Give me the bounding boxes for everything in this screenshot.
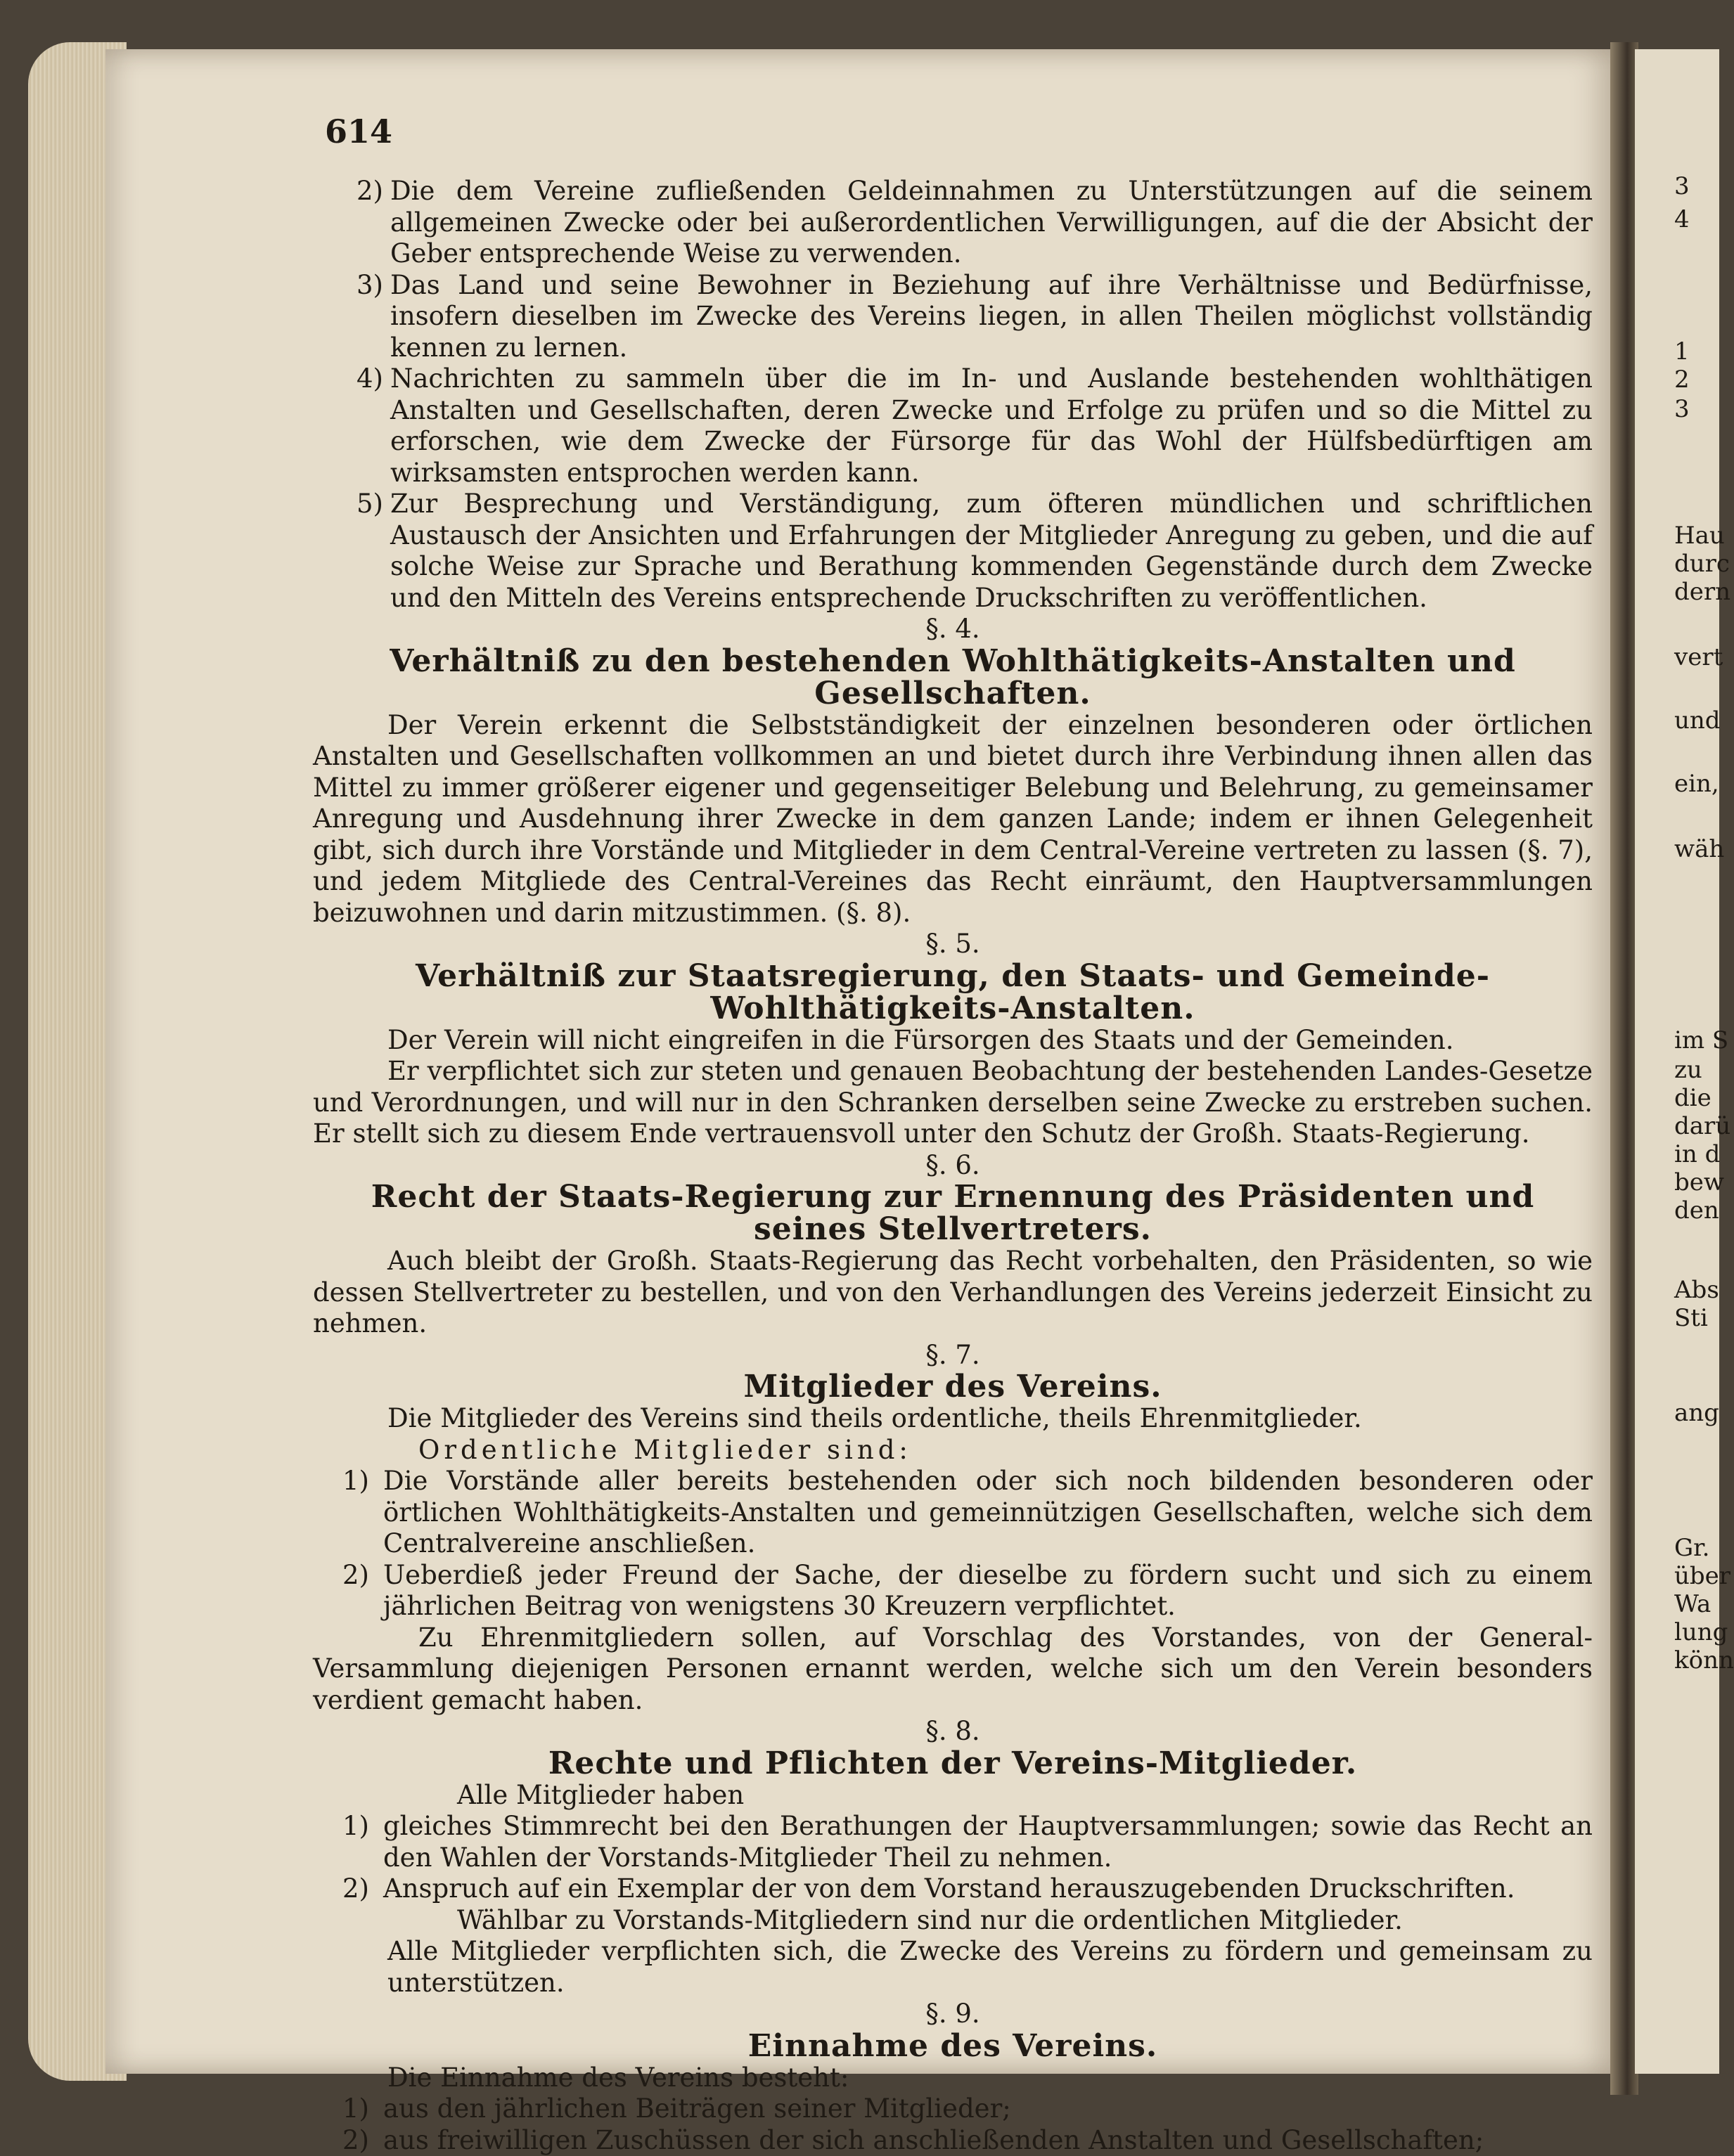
section-heading: Recht der Staats-Regierung zur Ernennung des Präsidenten und seines Stellvertreters. (313, 1181, 1593, 1246)
np-fragment: ang (1674, 1399, 1719, 1427)
list-item (313, 1466, 1593, 1560)
np-fragment: die (1674, 1084, 1711, 1112)
item-number: 1) (342, 1811, 369, 1842)
list-item (313, 270, 1593, 364)
np-fragment: 4 (1674, 205, 1690, 233)
np-fragment: Sti (1674, 1304, 1708, 1332)
item-number: 2) (342, 1560, 369, 1592)
np-fragment: 2 (1674, 366, 1690, 394)
item-number: 2) (357, 176, 383, 207)
item-text: Ueberdieß jeder Freund der Sache, der dieselbe zu fördern sucht und sich zu einem jährlichen Beitrag von wenigstens 30 Kreuzern verpflichtet. (383, 1560, 1593, 1622)
np-fragment: zu (1674, 1056, 1702, 1084)
paragraph: Zu Ehrenmitgliedern sollen, auf Vorschlag des Vorstandes, von der General-Versammlung diejenigen Personen ernannt werden, welche sich um den Verein besonders verdient gemacht haben. (313, 1622, 1593, 1717)
paragraph: Auch bleibt der Großh. Staats-Regierung das Recht vorbehalten, den Präsidenten, so wie dessen Stellvertreter zu bestellen, und von den Verhandlungen des Vereins jederzeit Einsicht zu nehmen. (313, 1246, 1593, 1340)
np-fragment: Wa (1674, 1590, 1711, 1618)
subheading: Ordentliche Mitglieder sind: (313, 1435, 1593, 1466)
item-text: Nachrichten zu sammeln über die im In- und Auslande bestehenden wohlthätigen Anstalten und Gesellschaften, deren Zwecke und Erfolge zu prüfen und so die Mittel zu erforschen, wie dem Zwecke der Fürsorge für das Wohl der Hülfsbedürftigen am wirksamsten entsprochen werden kann. (390, 363, 1593, 488)
item-number: 2) (342, 1873, 369, 1905)
np-fragment: den (1674, 1196, 1719, 1225)
np-fragment: wäh (1674, 835, 1724, 863)
list-item (313, 2093, 1593, 2125)
list-item (313, 363, 1593, 489)
next-page-edge (1635, 49, 1719, 2074)
item-text: Das Land und seine Bewohner in Beziehung auf ihre Verhältnisse und Bedürfnisse, insofern dieselben im Zwecke des Vereins liegen, in allen Theilen möglichst vollständig kennen zu lernen. (390, 270, 1593, 363)
list-item (313, 176, 1593, 270)
item-number: 3) (357, 270, 383, 302)
section-heading: Verhältniß zu den bestehenden Wohlthätigkeits-Anstalten und Gesellschaften. (313, 645, 1593, 710)
np-fragment: durc (1674, 550, 1730, 578)
np-fragment: in d (1674, 1140, 1720, 1168)
item-text: aus freiwilligen Zuschüssen der sich anschließenden Anstalten und Gesellschaften; (383, 2125, 1484, 2155)
paragraph: Der Verein erkennt die Selbstständigkeit der einzelnen besonderen oder örtlichen Anstalten und Gesellschaften vollkommen an und bietet durch ihre Verbindung ihnen allen das Mittel zu immer größerer eigener und gegenseitiger Belebung und Belehrung, zu gemeinsamer Anregung und Ausdehnung ihrer Zwecke in dem ganzen Lande; indem er ihnen Gelegenheit gibt, sich durch ihre Vorstände und Mitglieder in dem Central-Vereine vertreten zu lassen (§. 7), und jedem Mitgliede des Central-Vereines das Recht einräumt, den Hauptversammlungen beizuwohnen und darin mitzustimmen. (§. 8). (313, 710, 1593, 929)
item-text: Zur Besprechung und Verständigung, zum öfteren mündlichen und schriftlichen Austausch der Ansichten und Erfahrungen der Mitglieder Anregung zu geben, und die auf solche Weise zur Sprache und Berathung kommenden Gegenstände durch dem Zwecke und den Mitteln des Vereins entsprechende Druckschriften zu veröffentlichen. (390, 489, 1593, 613)
list-item (313, 1873, 1593, 1905)
section-mark: §. 4. (313, 614, 1593, 645)
section-heading: Rechte und Pflichten der Vereins-Mitglieder. (313, 1748, 1593, 1780)
paragraph: Alle Mitglieder verpflichten sich, die Zwecke des Vereins zu fördern und gemeinsam zu unterstützen. (313, 1936, 1593, 1999)
np-fragment: 3 (1674, 395, 1690, 423)
item-number: 1) (342, 1466, 369, 1497)
paragraph: Alle Mitglieder haben (313, 1780, 1593, 1812)
section-mark: §. 8. (313, 1716, 1593, 1748)
section-heading: Mitglieder des Vereins. (313, 1371, 1593, 1403)
np-fragment: Abs (1674, 1276, 1719, 1304)
item-number: 5) (357, 489, 383, 520)
np-fragment: vert (1674, 643, 1723, 671)
list-item (313, 489, 1593, 614)
paragraph: Die Einnahme des Vereins besteht: (313, 2063, 1593, 2094)
item-text: Die Vorstände aller bereits bestehenden oder sich noch bildenden besonderen oder örtlichen Wohlthätigkeits-Anstalten und gemeinnützigen Gesellschaften, welche sich dem Centralvereine anschließen. (383, 1466, 1593, 1558)
gutter (1610, 42, 1638, 2095)
page-body (313, 176, 1593, 2156)
np-fragment: bew (1674, 1168, 1724, 1196)
item-number: 2) (342, 2125, 369, 2156)
np-fragment: Hau (1674, 522, 1725, 550)
section-mark: §. 9. (313, 1999, 1593, 2030)
np-fragment: könn (1674, 1646, 1734, 1674)
section-mark: §. 6. (313, 1150, 1593, 1182)
item-number: 1) (342, 2093, 369, 2125)
np-fragment: ein, (1674, 770, 1719, 798)
np-fragment: Gr. (1674, 1534, 1710, 1562)
section-mark: §. 7. (313, 1340, 1593, 1371)
paragraph: Er verpflichtet sich zur steten und genauen Beobachtung der bestehenden Landes-Gesetze und Verordnungen, und will nur in den Schranken derselben seine Zwecke zu erstreben suchen. Er stellt sich zu diesem Ende vertrauensvoll unter den Schutz der Großh. Staats-Regierung. (313, 1056, 1593, 1150)
item-text: Die dem Vereine zufließenden Geldeinnahmen zu Unterstützungen auf die seinem allgemeinen Zwecke oder bei außerordentlichen Verwilligungen, auf die der Absicht der Geber entsprechende Weise zu verwenden. (390, 176, 1593, 269)
paragraph: Der Verein will nicht eingreifen in die Fürsorgen des Staats und der Gemeinden. (313, 1025, 1593, 1057)
section-heading: Verhältniß zur Staatsregierung, den Staats- und Gemeinde-Wohlthätigkeits-Anstalten. (313, 960, 1593, 1025)
page-number: 614 (325, 112, 392, 150)
np-fragment: darü (1674, 1112, 1730, 1140)
section-heading: Einnahme des Vereins. (313, 2030, 1593, 2063)
item-text: aus den jährlichen Beiträgen seiner Mitglieder; (383, 2093, 1011, 2124)
np-fragment: 3 (1674, 172, 1690, 200)
paragraph: Die Mitglieder des Vereins sind theils ordentliche, theils Ehrenmitglieder. (313, 1403, 1593, 1435)
item-number: 4) (357, 363, 383, 395)
np-fragment: im S (1674, 1026, 1728, 1054)
paragraph: Wählbar zu Vorstands-Mitgliedern sind nur die ordentlichen Mitglieder. (313, 1905, 1593, 1937)
np-fragment: und (1674, 706, 1721, 735)
np-fragment: lung (1674, 1618, 1728, 1646)
np-fragment: 1 (1674, 337, 1690, 366)
item-text: Anspruch auf ein Exemplar der von dem Vorstand herauszugebenden Druckschriften. (383, 1873, 1515, 1904)
item-text: gleiches Stimmrecht bei den Berathungen der Hauptversammlungen; sowie das Recht an den Wahlen der Vorstands-Mitglieder Theil zu nehmen. (383, 1811, 1593, 1873)
list-item (313, 2125, 1593, 2156)
np-fragment: über (1674, 1562, 1730, 1590)
list-item (313, 1560, 1593, 1622)
list-item (313, 1811, 1593, 1873)
section-mark: §. 5. (313, 929, 1593, 960)
np-fragment: dern (1674, 578, 1730, 606)
